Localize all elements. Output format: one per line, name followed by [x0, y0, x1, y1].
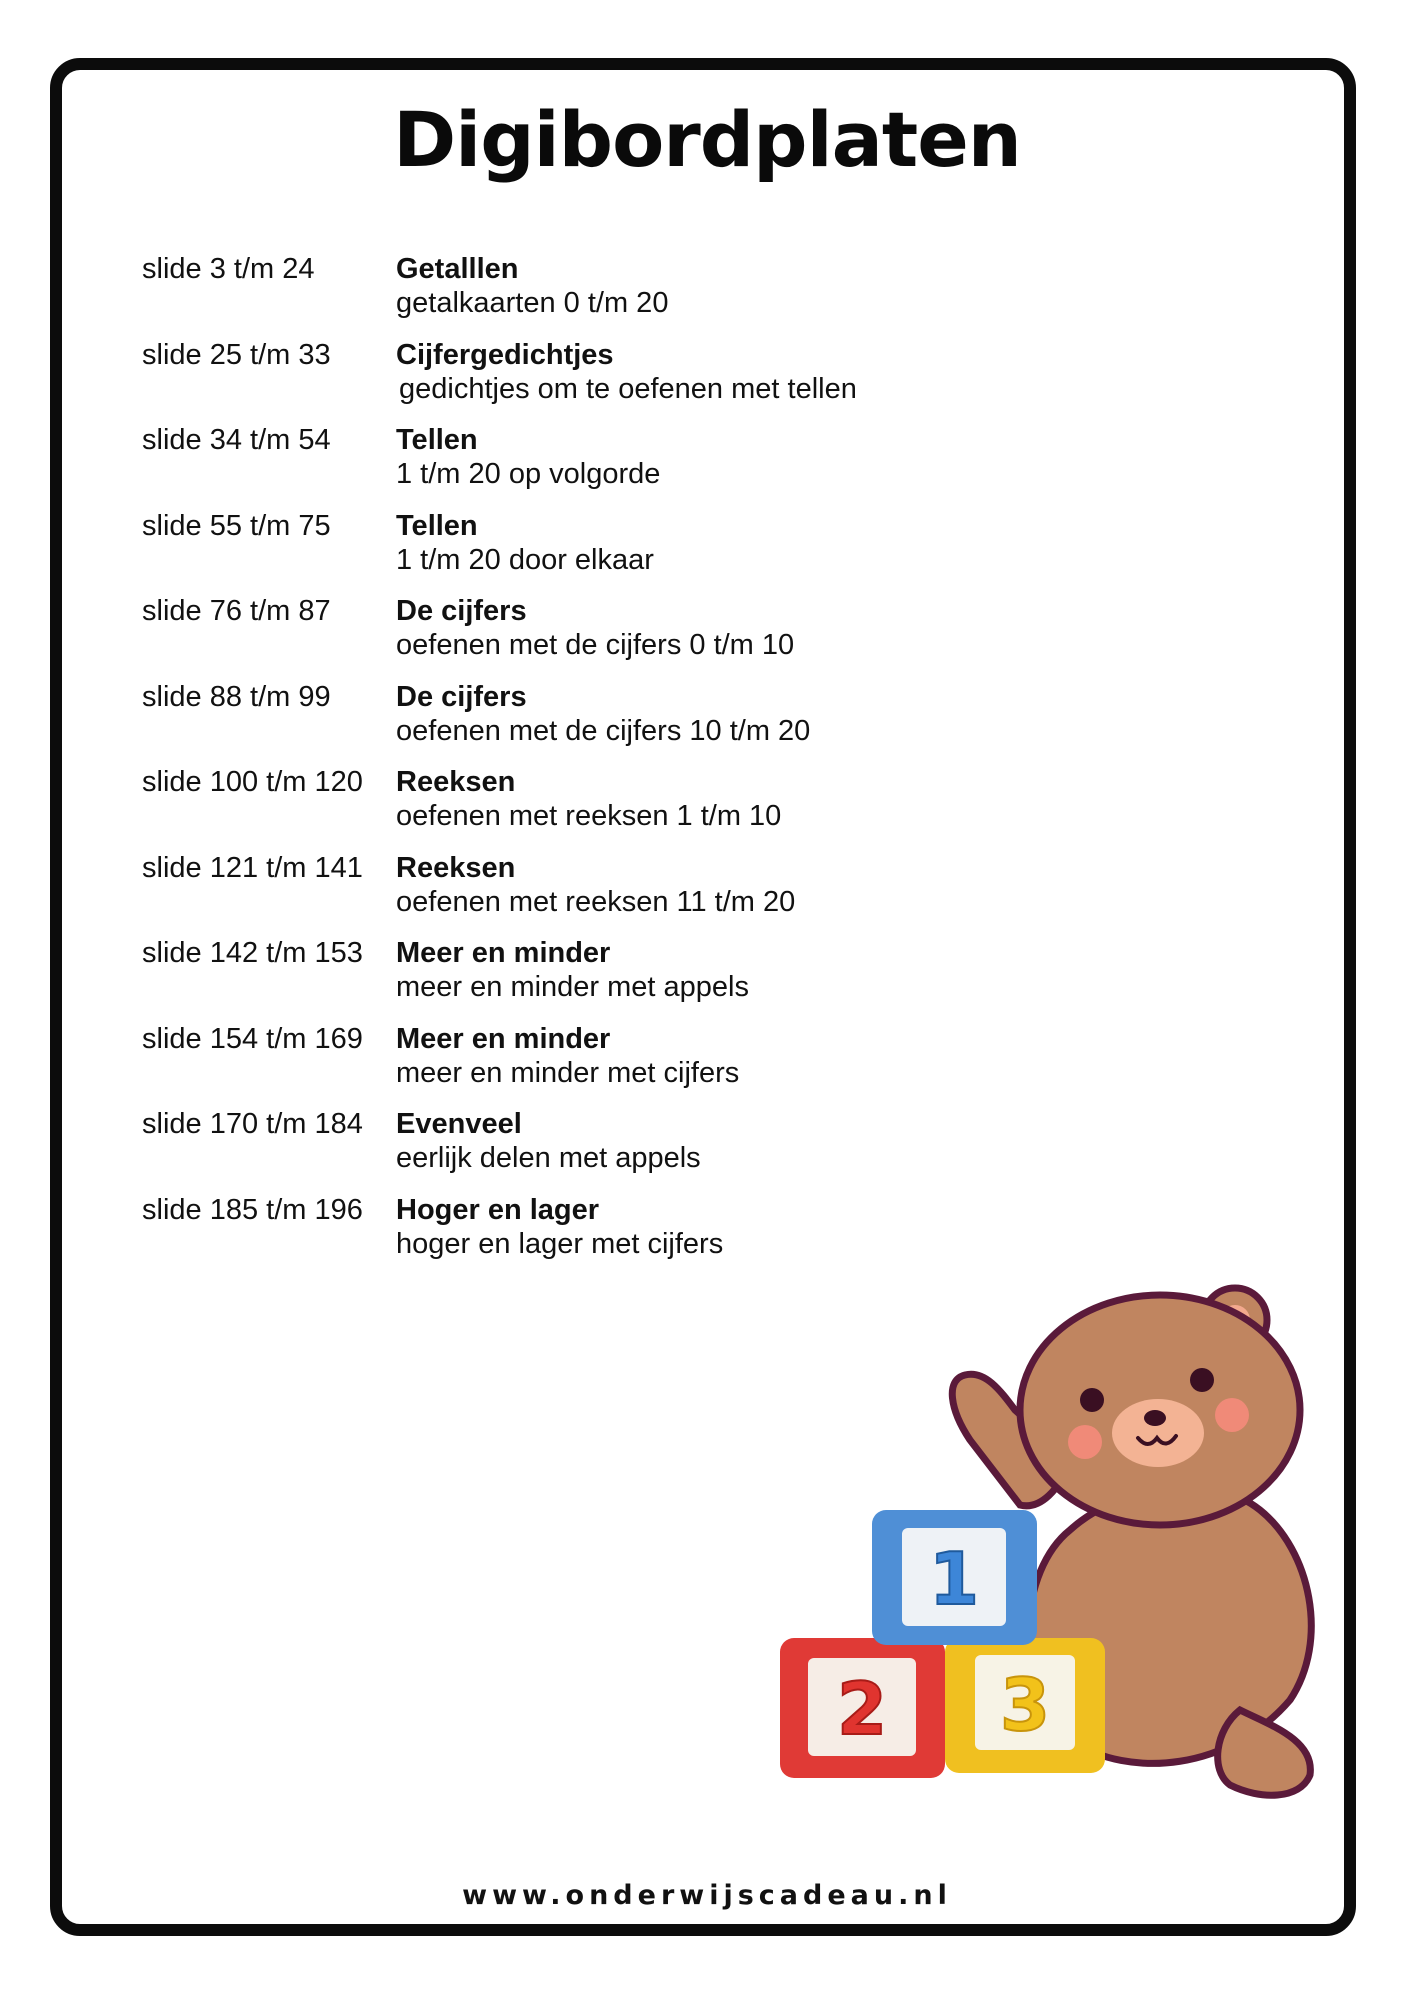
slide-range: slide 34 t/m 54	[142, 424, 331, 456]
list-item	[142, 594, 1042, 680]
list-item	[142, 252, 1042, 338]
list-item	[142, 1107, 1042, 1193]
slide-range: slide 142 t/m 153	[142, 937, 363, 969]
topic-description: 1 t/m 20 door elkaar	[396, 543, 654, 576]
slide-range: slide 154 t/m 169	[142, 1022, 363, 1055]
topic-heading: Reeksen	[396, 766, 516, 798]
topic-description: getalkaarten 0 t/m 20	[396, 287, 669, 319]
topic-description: meer en minder met cijfers	[396, 1056, 740, 1089]
list-item	[142, 936, 1042, 1022]
list-item	[142, 423, 1042, 509]
block-number: 1	[928, 1537, 980, 1621]
slide-range: slide 3 t/m 24	[142, 253, 315, 285]
slide-list	[142, 252, 1042, 1278]
slide-range: slide 170 t/m 184	[142, 1108, 363, 1140]
topic-description: oefenen met de cijfers 10 t/m 20	[396, 714, 811, 747]
list-item	[142, 1022, 1042, 1108]
topic-description: oefenen met reeksen 1 t/m 10	[396, 800, 782, 832]
topic-heading: Meer en minder	[396, 1022, 611, 1055]
block-number: 3	[999, 1663, 1051, 1747]
topic-description: 1 t/m 20 op volgorde	[396, 458, 661, 490]
slide-range: slide 55 t/m 75	[142, 509, 331, 542]
list-item	[142, 851, 1042, 937]
slide-range: slide 25 t/m 33	[142, 338, 331, 371]
number-block-1	[872, 1510, 1037, 1645]
list-item	[142, 509, 1042, 595]
number-block-2	[780, 1638, 945, 1778]
topic-heading: De cijfers	[396, 595, 527, 627]
slide-range: slide 76 t/m 87	[142, 595, 331, 627]
topic-description: oefenen met reeksen 11 t/m 20	[396, 885, 796, 918]
list-item	[142, 1193, 1042, 1279]
slide-range: slide 121 t/m 141	[142, 851, 363, 884]
bear-with-blocks-illustration	[770, 1270, 1330, 1810]
list-item	[142, 680, 1042, 766]
topic-description: gedichtjes om te oefenen met tellen	[399, 372, 857, 405]
topic-heading: Getalllen	[396, 253, 519, 285]
slide-range: slide 100 t/m 120	[142, 766, 363, 798]
topic-heading: Evenveel	[396, 1108, 522, 1140]
slide-range: slide 185 t/m 196	[142, 1193, 363, 1226]
topic-heading: Cijfergedichtjes	[396, 338, 614, 371]
topic-heading: Reeksen	[396, 851, 516, 884]
block-number: 2	[836, 1667, 888, 1751]
list-item	[142, 765, 1042, 851]
topic-description: meer en minder met appels	[396, 971, 749, 1003]
website-url: www.onderwijscadeau.nl	[462, 1880, 952, 1911]
topic-description: hoger en lager met cijfers	[396, 1227, 724, 1260]
list-item	[142, 338, 1042, 424]
page-title: Digibordplaten	[393, 95, 1021, 184]
topic-description: eerlijk delen met appels	[396, 1142, 701, 1174]
topic-heading: Meer en minder	[396, 937, 611, 969]
topic-description: oefenen met de cijfers 0 t/m 10	[396, 629, 795, 661]
number-block-3	[945, 1638, 1105, 1773]
topic-heading: Tellen	[396, 424, 478, 456]
slide-range: slide 88 t/m 99	[142, 680, 331, 713]
topic-heading: De cijfers	[396, 680, 527, 713]
topic-heading: Hoger en lager	[396, 1193, 600, 1226]
topic-heading: Tellen	[396, 509, 478, 542]
